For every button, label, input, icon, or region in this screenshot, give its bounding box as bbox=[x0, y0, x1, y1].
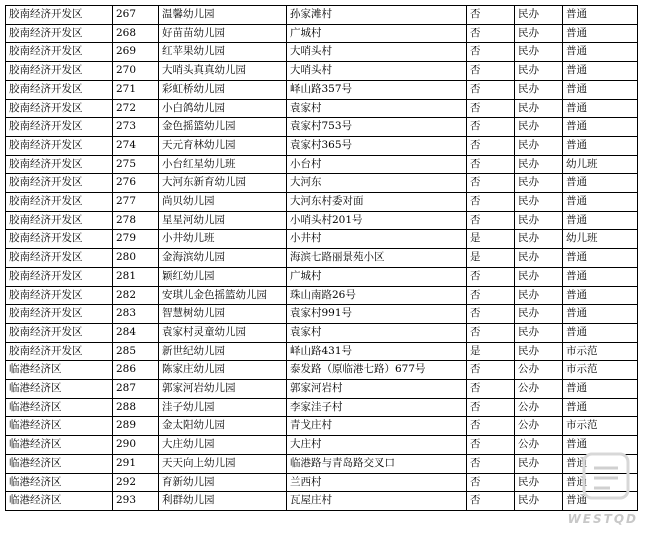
cell-ownership: 民办 bbox=[515, 174, 563, 193]
cell-kindergarten-name: 金色摇篮幼儿园 bbox=[159, 118, 287, 137]
westqd-logo-icon bbox=[576, 448, 636, 512]
cell-address: 小哨头村201号 bbox=[287, 211, 467, 230]
cell-kindergarten-name: 安琪儿金色摇篮幼儿园 bbox=[159, 286, 287, 305]
table-row bbox=[6, 80, 638, 99]
table-row bbox=[6, 380, 638, 399]
table-row bbox=[6, 62, 638, 81]
cell-address: 袁家村365号 bbox=[287, 136, 467, 155]
table-row bbox=[6, 24, 638, 43]
cell-ownership: 公办 bbox=[515, 417, 563, 436]
cell-address: 瓦屋庄村 bbox=[287, 492, 467, 511]
table-row bbox=[6, 492, 638, 511]
cell-district: 胶南经济开发区 bbox=[6, 99, 113, 118]
cell-kindergarten-name: 洼子幼儿园 bbox=[159, 398, 287, 417]
table-row bbox=[6, 305, 638, 324]
cell-district: 胶南经济开发区 bbox=[6, 267, 113, 286]
cell-address: 大河东村委对面 bbox=[287, 193, 467, 212]
cell-number: 269 bbox=[113, 43, 159, 62]
cell-address: 袁家村 bbox=[287, 99, 467, 118]
cell-ownership: 民办 bbox=[515, 43, 563, 62]
cell-district: 胶南经济开发区 bbox=[6, 43, 113, 62]
cell-category: 普通 bbox=[563, 305, 638, 324]
cell-flag: 否 bbox=[467, 323, 515, 342]
cell-category: 普通 bbox=[563, 323, 638, 342]
cell-kindergarten-name: 育新幼儿园 bbox=[159, 473, 287, 492]
cell-ownership: 公办 bbox=[515, 436, 563, 455]
cell-flag: 否 bbox=[467, 361, 515, 380]
cell-kindergarten-name: 小井幼儿班 bbox=[159, 230, 287, 249]
cell-number: 293 bbox=[113, 492, 159, 511]
cell-kindergarten-name: 小台红星幼儿班 bbox=[159, 155, 287, 174]
cell-flag: 否 bbox=[467, 417, 515, 436]
cell-district: 胶南经济开发区 bbox=[6, 342, 113, 361]
cell-ownership: 民办 bbox=[515, 80, 563, 99]
cell-address: 大河东 bbox=[287, 174, 467, 193]
cell-district: 临港经济区 bbox=[6, 473, 113, 492]
cell-address: 泰发路（原临港七路）677号 bbox=[287, 361, 467, 380]
cell-ownership: 民办 bbox=[515, 6, 563, 25]
cell-category: 普通 bbox=[563, 174, 638, 193]
cell-flag: 否 bbox=[467, 118, 515, 137]
cell-district: 临港经济区 bbox=[6, 417, 113, 436]
cell-ownership: 民办 bbox=[515, 454, 563, 473]
cell-ownership: 民办 bbox=[515, 473, 563, 492]
cell-flag: 否 bbox=[467, 454, 515, 473]
cell-kindergarten-name: 大哨头真真幼儿园 bbox=[159, 62, 287, 81]
cell-kindergarten-name: 天元育林幼儿园 bbox=[159, 136, 287, 155]
cell-number: 270 bbox=[113, 62, 159, 81]
cell-flag: 否 bbox=[467, 6, 515, 25]
cell-kindergarten-name: 温馨幼儿园 bbox=[159, 6, 287, 25]
data-table bbox=[5, 5, 638, 511]
cell-address: 大哨头村 bbox=[287, 62, 467, 81]
cell-address: 小台村 bbox=[287, 155, 467, 174]
cell-ownership: 民办 bbox=[515, 62, 563, 81]
table-body bbox=[6, 6, 638, 511]
cell-category: 普通 bbox=[563, 398, 638, 417]
cell-flag: 否 bbox=[467, 398, 515, 417]
table-row bbox=[6, 193, 638, 212]
cell-category: 普通 bbox=[563, 211, 638, 230]
cell-address: 青戈庄村 bbox=[287, 417, 467, 436]
cell-address: 峄山路431号 bbox=[287, 342, 467, 361]
watermark bbox=[567, 448, 644, 528]
cell-category: 普通 bbox=[563, 118, 638, 137]
table-row bbox=[6, 136, 638, 155]
cell-category: 普通 bbox=[563, 99, 638, 118]
cell-number: 272 bbox=[113, 99, 159, 118]
cell-ownership: 民办 bbox=[515, 99, 563, 118]
cell-number: 287 bbox=[113, 380, 159, 399]
cell-number: 285 bbox=[113, 342, 159, 361]
cell-flag: 否 bbox=[467, 380, 515, 399]
cell-address: 袁家村753号 bbox=[287, 118, 467, 137]
cell-flag: 否 bbox=[467, 99, 515, 118]
cell-flag: 否 bbox=[467, 473, 515, 492]
cell-kindergarten-name: 大庄幼儿园 bbox=[159, 436, 287, 455]
cell-address: 海滨七路丽景苑小区 bbox=[287, 249, 467, 268]
cell-category: 普通 bbox=[563, 436, 638, 455]
cell-category: 市示范 bbox=[563, 417, 638, 436]
cell-ownership: 民办 bbox=[515, 286, 563, 305]
cell-district: 胶南经济开发区 bbox=[6, 62, 113, 81]
cell-category: 市示范 bbox=[563, 361, 638, 380]
cell-address: 孙家滩村 bbox=[287, 6, 467, 25]
cell-flag: 否 bbox=[467, 436, 515, 455]
cell-flag: 否 bbox=[467, 286, 515, 305]
cell-district: 胶南经济开发区 bbox=[6, 249, 113, 268]
cell-district: 胶南经济开发区 bbox=[6, 286, 113, 305]
cell-number: 277 bbox=[113, 193, 159, 212]
cell-address: 袁家村 bbox=[287, 323, 467, 342]
cell-kindergarten-name: 红苹果幼儿园 bbox=[159, 43, 287, 62]
cell-category: 普通 bbox=[563, 380, 638, 399]
cell-district: 胶南经济开发区 bbox=[6, 211, 113, 230]
cell-address: 峄山路357号 bbox=[287, 80, 467, 99]
cell-kindergarten-name: 星星河幼儿园 bbox=[159, 211, 287, 230]
cell-category: 市示范 bbox=[563, 342, 638, 361]
cell-district: 胶南经济开发区 bbox=[6, 174, 113, 193]
cell-kindergarten-name: 金海滨幼儿园 bbox=[159, 249, 287, 268]
cell-kindergarten-name: 天天向上幼儿园 bbox=[159, 454, 287, 473]
cell-category: 普通 bbox=[563, 267, 638, 286]
table-row bbox=[6, 267, 638, 286]
cell-category: 普通 bbox=[563, 24, 638, 43]
cell-category: 普通 bbox=[563, 492, 638, 511]
table-row bbox=[6, 43, 638, 62]
table-row bbox=[6, 155, 638, 174]
cell-number: 291 bbox=[113, 454, 159, 473]
cell-flag: 否 bbox=[467, 62, 515, 81]
cell-number: 286 bbox=[113, 361, 159, 380]
cell-district: 胶南经济开发区 bbox=[6, 155, 113, 174]
cell-ownership: 民办 bbox=[515, 305, 563, 324]
cell-number: 288 bbox=[113, 398, 159, 417]
cell-kindergarten-name: 小白鸽幼儿园 bbox=[159, 99, 287, 118]
cell-flag: 否 bbox=[467, 43, 515, 62]
cell-ownership: 民办 bbox=[515, 323, 563, 342]
table-row bbox=[6, 398, 638, 417]
cell-flag: 否 bbox=[467, 174, 515, 193]
cell-ownership: 公办 bbox=[515, 361, 563, 380]
cell-kindergarten-name: 智慧树幼儿园 bbox=[159, 305, 287, 324]
cell-flag: 否 bbox=[467, 267, 515, 286]
cell-address: 袁家村991号 bbox=[287, 305, 467, 324]
cell-flag: 是 bbox=[467, 342, 515, 361]
cell-address: 兰西村 bbox=[287, 473, 467, 492]
cell-address: 临港路与青岛路交叉口 bbox=[287, 454, 467, 473]
cell-number: 268 bbox=[113, 24, 159, 43]
cell-ownership: 民办 bbox=[515, 211, 563, 230]
table-row bbox=[6, 436, 638, 455]
cell-address: 大庄村 bbox=[287, 436, 467, 455]
cell-flag: 否 bbox=[467, 305, 515, 324]
cell-district: 胶南经济开发区 bbox=[6, 230, 113, 249]
cell-category: 幼儿班 bbox=[563, 230, 638, 249]
cell-district: 胶南经济开发区 bbox=[6, 136, 113, 155]
cell-kindergarten-name: 尚贝幼儿园 bbox=[159, 193, 287, 212]
cell-number: 280 bbox=[113, 249, 159, 268]
cell-flag: 否 bbox=[467, 136, 515, 155]
cell-district: 临港经济区 bbox=[6, 454, 113, 473]
cell-ownership: 民办 bbox=[515, 492, 563, 511]
cell-kindergarten-name: 大河东新育幼儿园 bbox=[159, 174, 287, 193]
cell-number: 275 bbox=[113, 155, 159, 174]
cell-category: 普通 bbox=[563, 249, 638, 268]
cell-ownership: 民办 bbox=[515, 118, 563, 137]
cell-ownership: 公办 bbox=[515, 398, 563, 417]
cell-district: 胶南经济开发区 bbox=[6, 193, 113, 212]
table-row bbox=[6, 361, 638, 380]
cell-ownership: 民办 bbox=[515, 155, 563, 174]
cell-number: 284 bbox=[113, 323, 159, 342]
cell-category: 普通 bbox=[563, 136, 638, 155]
cell-category: 普通 bbox=[563, 80, 638, 99]
table-row bbox=[6, 417, 638, 436]
table-row bbox=[6, 174, 638, 193]
kindergarten-table bbox=[5, 5, 638, 511]
cell-ownership: 民办 bbox=[515, 249, 563, 268]
cell-number: 283 bbox=[113, 305, 159, 324]
cell-address: 郭家河岩村 bbox=[287, 380, 467, 399]
cell-kindergarten-name: 袁家村灵童幼儿园 bbox=[159, 323, 287, 342]
cell-number: 278 bbox=[113, 211, 159, 230]
cell-district: 临港经济区 bbox=[6, 492, 113, 511]
cell-category: 普通 bbox=[563, 43, 638, 62]
cell-kindergarten-name: 彩虹桥幼儿园 bbox=[159, 80, 287, 99]
cell-flag: 否 bbox=[467, 80, 515, 99]
cell-ownership: 民办 bbox=[515, 24, 563, 43]
cell-district: 胶南经济开发区 bbox=[6, 305, 113, 324]
cell-address: 广城村 bbox=[287, 24, 467, 43]
cell-flag: 否 bbox=[467, 155, 515, 174]
cell-flag: 是 bbox=[467, 230, 515, 249]
cell-category: 普通 bbox=[563, 62, 638, 81]
table-row bbox=[6, 454, 638, 473]
cell-ownership: 民办 bbox=[515, 230, 563, 249]
cell-number: 267 bbox=[113, 6, 159, 25]
cell-number: 276 bbox=[113, 174, 159, 193]
cell-district: 临港经济区 bbox=[6, 398, 113, 417]
cell-kindergarten-name: 颖红幼儿园 bbox=[159, 267, 287, 286]
cell-address: 大哨头村 bbox=[287, 43, 467, 62]
cell-ownership: 民办 bbox=[515, 342, 563, 361]
cell-kindergarten-name: 金太阳幼儿园 bbox=[159, 417, 287, 436]
cell-kindergarten-name: 好苗苗幼儿园 bbox=[159, 24, 287, 43]
table-row bbox=[6, 473, 638, 492]
cell-number: 282 bbox=[113, 286, 159, 305]
cell-kindergarten-name: 郭家河岩幼儿园 bbox=[159, 380, 287, 399]
cell-address: 广城村 bbox=[287, 267, 467, 286]
cell-address: 李家洼子村 bbox=[287, 398, 467, 417]
cell-kindergarten-name: 新世纪幼儿园 bbox=[159, 342, 287, 361]
cell-category: 普通 bbox=[563, 193, 638, 212]
cell-address: 小井村 bbox=[287, 230, 467, 249]
cell-kindergarten-name: 陈家庄幼儿园 bbox=[159, 361, 287, 380]
table-row bbox=[6, 99, 638, 118]
cell-number: 274 bbox=[113, 136, 159, 155]
cell-flag: 否 bbox=[467, 211, 515, 230]
table-row bbox=[6, 323, 638, 342]
cell-category: 幼儿班 bbox=[563, 155, 638, 174]
cell-district: 胶南经济开发区 bbox=[6, 118, 113, 137]
cell-flag: 是 bbox=[467, 249, 515, 268]
cell-district: 胶南经济开发区 bbox=[6, 80, 113, 99]
cell-number: 290 bbox=[113, 436, 159, 455]
cell-category: 普通 bbox=[563, 6, 638, 25]
cell-flag: 否 bbox=[467, 193, 515, 212]
cell-number: 292 bbox=[113, 473, 159, 492]
table-row bbox=[6, 6, 638, 25]
cell-ownership: 民办 bbox=[515, 136, 563, 155]
cell-address: 珠山南路26号 bbox=[287, 286, 467, 305]
cell-category: 普通 bbox=[563, 454, 638, 473]
table-row bbox=[6, 249, 638, 268]
table-row bbox=[6, 286, 638, 305]
cell-district: 临港经济区 bbox=[6, 380, 113, 399]
cell-number: 273 bbox=[113, 118, 159, 137]
table-row bbox=[6, 230, 638, 249]
cell-district: 临港经济区 bbox=[6, 436, 113, 455]
cell-flag: 否 bbox=[467, 492, 515, 511]
cell-district: 胶南经济开发区 bbox=[6, 6, 113, 25]
cell-number: 271 bbox=[113, 80, 159, 99]
cell-number: 281 bbox=[113, 267, 159, 286]
cell-number: 279 bbox=[113, 230, 159, 249]
table-row bbox=[6, 211, 638, 230]
cell-category: 普通 bbox=[563, 286, 638, 305]
cell-category: 普通 bbox=[563, 473, 638, 492]
watermark-text: WESTQD bbox=[567, 512, 638, 526]
table-row bbox=[6, 342, 638, 361]
cell-district: 临港经济区 bbox=[6, 361, 113, 380]
cell-district: 胶南经济开发区 bbox=[6, 323, 113, 342]
cell-ownership: 民办 bbox=[515, 193, 563, 212]
cell-district: 胶南经济开发区 bbox=[6, 24, 113, 43]
cell-number: 289 bbox=[113, 417, 159, 436]
cell-ownership: 公办 bbox=[515, 380, 563, 399]
cell-ownership: 民办 bbox=[515, 267, 563, 286]
cell-kindergarten-name: 利群幼儿园 bbox=[159, 492, 287, 511]
table-row bbox=[6, 118, 638, 137]
cell-flag: 否 bbox=[467, 24, 515, 43]
